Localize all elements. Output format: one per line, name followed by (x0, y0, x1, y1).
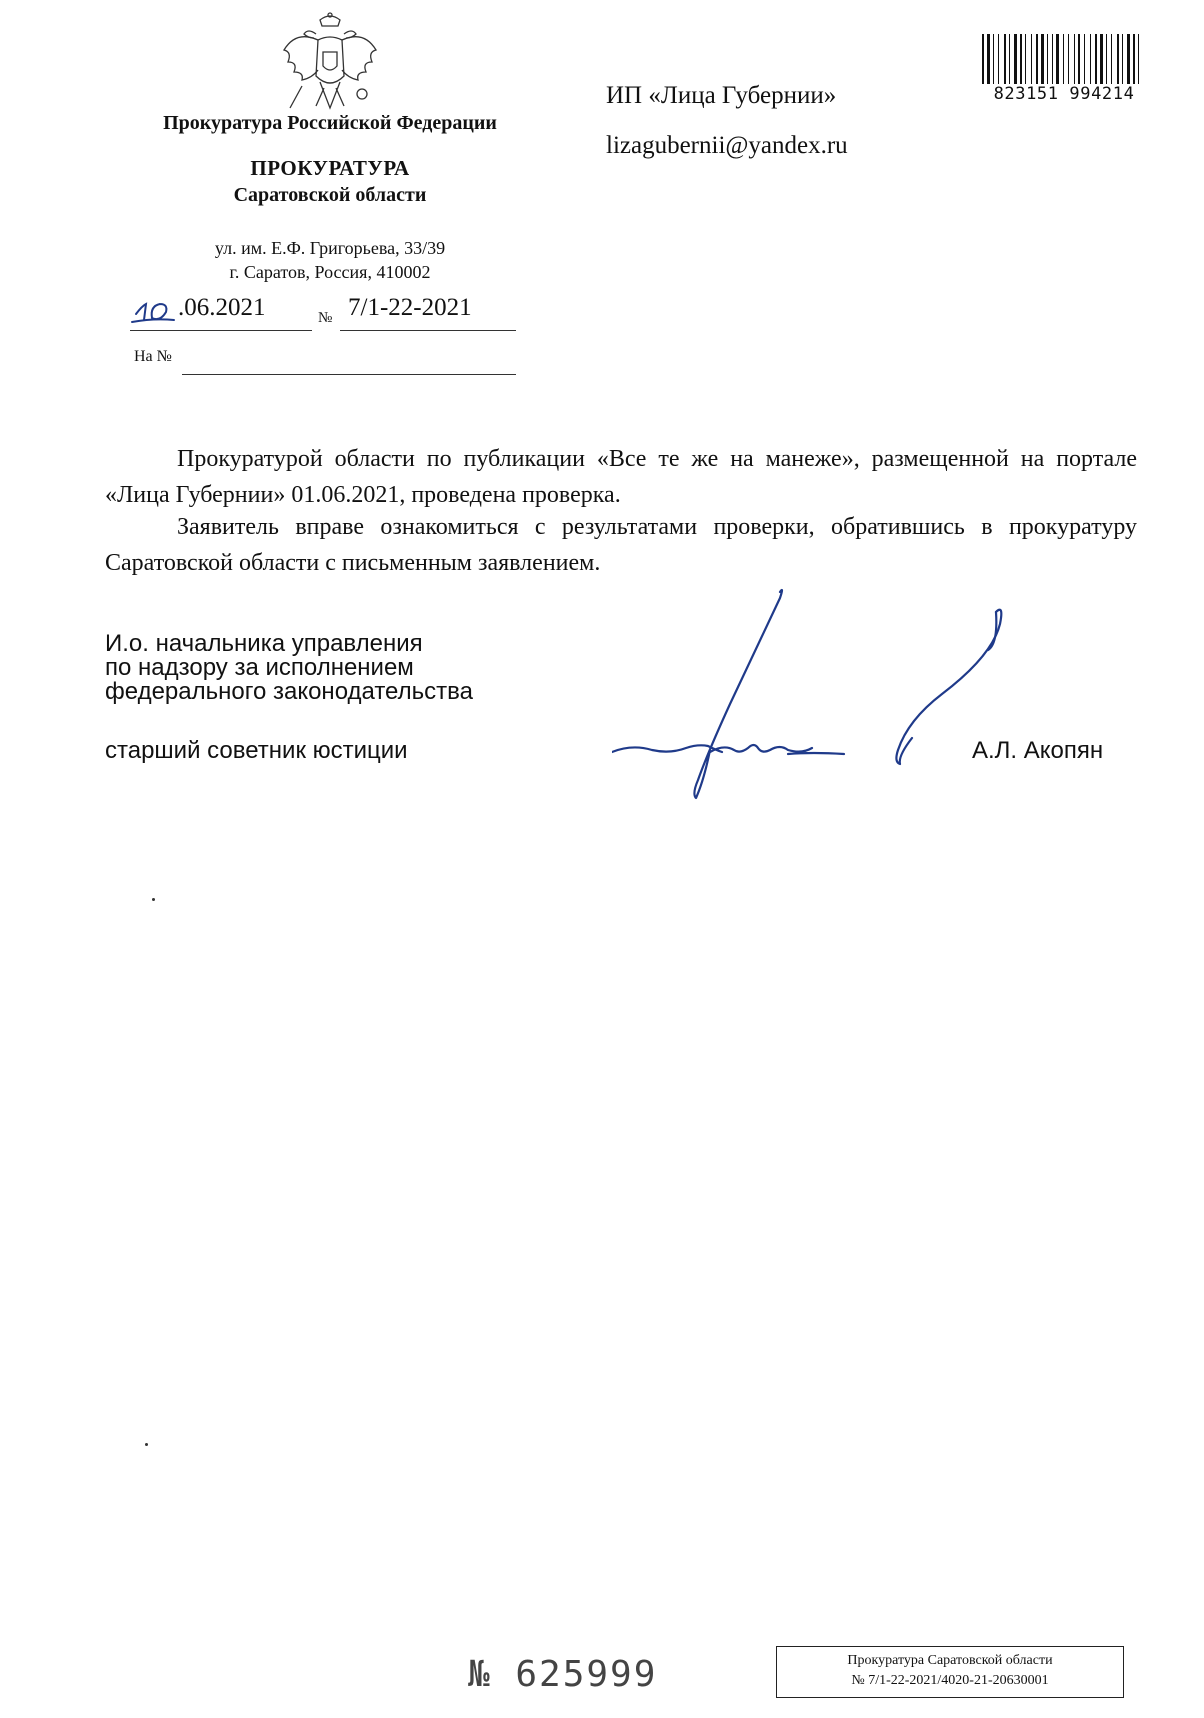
signer-name: А.Л. Акопян (972, 737, 1104, 764)
org-federal-name: Прокуратура Российской Федерации (163, 112, 497, 134)
date-text: .06.2021 (178, 294, 266, 321)
number-sign: № (318, 310, 333, 326)
signer-position-line-2: по надзору за исполнением (105, 654, 414, 681)
coat-of-arms-icon (278, 10, 382, 120)
reply-to-field (182, 344, 516, 375)
handwritten-day (130, 292, 176, 326)
body-paragraph-1: Прокуратурой области по публикации «Все те же на манеже», размещенной на портале «Лица Губернии» 01.06.2021, проведена проверка. (105, 446, 1137, 508)
body-paragraph-2: Заявитель вправе ознакомиться с результатами проверки, обратившись в прокуратуру Саратовской области с письменным заявлением. (105, 514, 1137, 576)
address-city: г. Саратов, Россия, 410002 (229, 262, 431, 282)
org-title: ПРОКУРАТУРА (250, 156, 410, 180)
handwritten-signature (612, 584, 1020, 804)
scan-speck (145, 1443, 148, 1446)
signer-position-line-3: федерального законодательства (105, 678, 473, 705)
scan-speck (152, 898, 155, 901)
recipient-name: ИП «Лица Губернии» (606, 82, 837, 109)
org-region: Саратовской области (233, 184, 427, 206)
form-serial-number: № 625999 (468, 1654, 658, 1695)
address-street: ул. им. Е.Ф. Григорьева, 33/39 (214, 238, 446, 258)
signer-position-line-1: И.о. начальника управления (105, 630, 423, 657)
reply-to-label: На № (134, 348, 172, 365)
registration-line-1: Прокуратура Саратовской области (847, 1653, 1053, 1668)
registration-line-2: № 7/1-22-2021/4020-21-20630001 (851, 1673, 1049, 1688)
recipient-email: lizagubernii@yandex.ru (606, 132, 848, 159)
outgoing-number: 7/1-22-2021 (348, 294, 472, 321)
barcode-digits: 823151 994214 (980, 84, 1148, 104)
signer-rank: старший советник юстиции (105, 737, 408, 764)
registration-stamp (776, 1646, 1124, 1698)
